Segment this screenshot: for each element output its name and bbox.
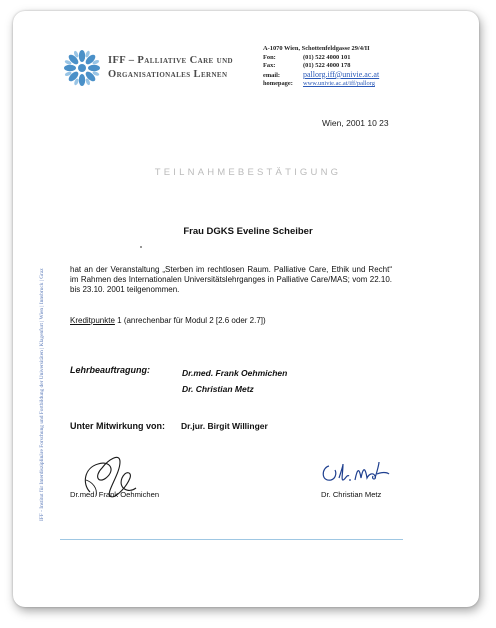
fax-value: (01) 522 4000 178: [303, 62, 351, 70]
iff-logo-icon: [62, 48, 102, 88]
signature-metz: [317, 458, 397, 488]
participation-text: hat an der Veranstaltung „Sterben im rechtlosen Raum. Palliative Care, Ethik und Recht“ im Rahmen des Internationalen Universitätslehrganges in Palliative Care/MAS; vom 22.10. bis 23.10. 2001 teilgenommen.: [70, 265, 392, 294]
email-link[interactable]: pallorg.iff@univie.ac.at: [303, 69, 380, 79]
lehrbeauftragung-names: [182, 365, 287, 397]
bottom-divider: [60, 539, 403, 540]
contact-block: [263, 45, 379, 89]
organization-name: [108, 54, 233, 82]
fon-label: Fon:: [263, 53, 276, 61]
signature-name-right: Dr. Christian Metz: [321, 490, 382, 499]
org-line-1: IFF – Palliative Care und: [108, 55, 233, 66]
mitwirkung-name: Dr.jur. Birgit Willinger: [181, 421, 268, 431]
homepage-label: homepage:: [263, 80, 293, 88]
homepage-link[interactable]: www.univie.ac.at/iff/pallorg: [303, 80, 375, 88]
recipient-name: Frau DGKS Eveline Scheiber: [183, 226, 313, 237]
scan-dot: [140, 246, 142, 248]
signature-name-left: Dr.med. Frank Oehmichen: [70, 490, 160, 499]
credits-value: 1 (anrechenbar für Modul 2 [2.6 oder 2.7]): [114, 316, 266, 325]
email-label: email:: [263, 71, 281, 79]
lehrbeauftragung-label: Lehrbeauftragung:: [70, 365, 150, 375]
lecturer-name: Dr. Christian Metz: [182, 384, 254, 394]
fon-value: (01) 522 4000 101: [303, 53, 351, 61]
fax-label: Fax:: [263, 62, 276, 70]
document-title: TEILNAHMEBESTÄTIGUNG: [154, 167, 342, 178]
credits-line: [70, 316, 266, 325]
credits-label: Kreditpunkte: [70, 316, 115, 325]
org-line-2: Organisationales Lernen: [108, 69, 228, 80]
institute-side-text: IFF - Institut für Interdisziplinäre Forschung und Fortbildung der Universitäten | Klagenfurt | Wien | Innsbruck | Graz: [39, 268, 45, 521]
lecturer-name: Dr.med. Frank Oehmichen: [182, 368, 288, 378]
address-line: A-1070 Wien, Schottenfeldgasse 29/4/II: [263, 45, 370, 52]
document-date: Wien, 2001 10 23: [322, 118, 389, 128]
mitwirkung-label: Unter Mitwirkung von:: [70, 421, 165, 431]
